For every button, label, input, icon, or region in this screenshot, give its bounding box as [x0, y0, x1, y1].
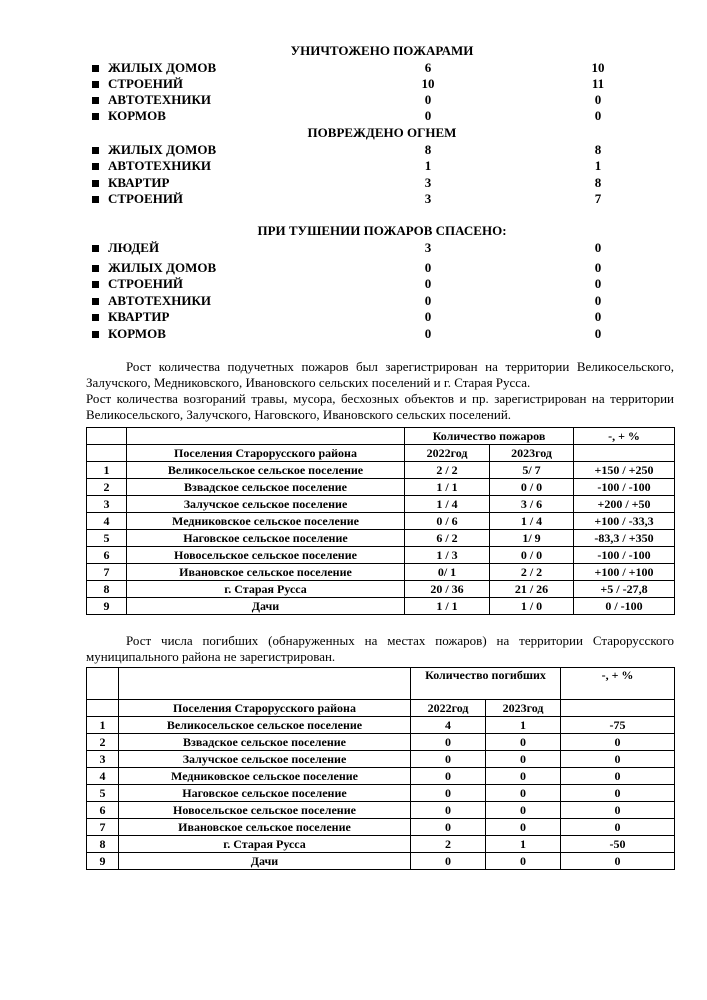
settlement-name: Великосельское сельское поселение: [127, 462, 405, 479]
table-row: [87, 819, 675, 836]
item-label: СТРОЕНИЙ: [108, 276, 184, 291]
value-2023: 0: [594, 260, 602, 275]
square-bullet-icon: [92, 331, 99, 338]
year-2022-header: 2022год: [411, 700, 486, 717]
value-2022: 0: [424, 92, 432, 107]
deaths-table: [86, 667, 675, 870]
change-value: 0: [561, 802, 675, 819]
value-2023: 1 / 0: [490, 598, 574, 615]
square-bullet-icon: [92, 147, 99, 154]
row-number: 7: [87, 564, 127, 581]
header-cell: [119, 668, 411, 700]
settlement-name: Дачи: [127, 598, 405, 615]
value-2023: 0: [594, 309, 602, 324]
item-label: АВТОТЕХНИКИ: [108, 158, 211, 173]
change-value: -100 / -100: [574, 479, 675, 496]
square-bullet-icon: [92, 314, 99, 321]
destroyed-heading: УНИЧТОЖЕНО ПОЖАРАМИ: [290, 43, 474, 58]
change-header: -, + %: [561, 668, 675, 700]
value-2022: 0: [411, 734, 486, 751]
value-2023: 2 / 2: [490, 564, 574, 581]
value-2022: 6: [424, 60, 432, 75]
value-2022: 6 / 2: [405, 530, 490, 547]
change-value: 0: [561, 819, 675, 836]
value-2023: 0: [486, 734, 561, 751]
settlement-name: г. Старая Русса: [127, 581, 405, 598]
deaths-paragraph: [86, 633, 674, 665]
value-2023: 1/ 9: [490, 530, 574, 547]
list-item: [0, 293, 707, 309]
item-label: ЖИЛЫХ ДОМОВ: [108, 260, 217, 275]
list-item: [0, 309, 707, 325]
value-2023: 0: [486, 785, 561, 802]
value-2023: 5/ 7: [490, 462, 574, 479]
settlement-name: Ивановское сельское поселение: [127, 564, 405, 581]
value-2023: 1 / 4: [490, 513, 574, 530]
value-2023: 1: [486, 717, 561, 734]
value-2022: 0: [411, 853, 486, 870]
value-2023: 8: [594, 175, 602, 190]
fires-table: [86, 427, 675, 615]
value-2022: 4: [411, 717, 486, 734]
square-bullet-icon: [92, 265, 99, 272]
value-2023: 0: [594, 276, 602, 291]
item-label: СТРОЕНИЙ: [108, 76, 184, 91]
value-2022: 0: [424, 293, 432, 308]
settlement-name: Залучское сельское поселение: [119, 751, 411, 768]
row-number: 5: [87, 530, 127, 547]
value-2023: 0: [486, 768, 561, 785]
value-2022: 8: [424, 142, 432, 157]
table-header-row: [87, 668, 675, 700]
value-2023: 0 / 0: [490, 479, 574, 496]
paragraph-text: Рост количества возгораний травы, мусора, бесхозных объектов и пр. зарегистрирован на территории Великосельского, Залучского, Наговского, Ивановского сельских поселений.: [86, 391, 674, 422]
settlement-name: Наговское сельское поселение: [127, 530, 405, 547]
value-2023: 0 / 0: [490, 547, 574, 564]
table-header-row: [87, 445, 675, 462]
header-cell: [87, 700, 119, 717]
value-2023: 0: [486, 751, 561, 768]
value-2022: 1 / 4: [405, 496, 490, 513]
fires-growth-paragraph: [86, 359, 674, 423]
square-bullet-icon: [92, 97, 99, 104]
value-2022: 0: [424, 276, 432, 291]
value-2023: 1: [594, 158, 602, 173]
item-label: КОРМОВ: [108, 326, 166, 341]
row-number: 4: [87, 513, 127, 530]
table-row: [87, 513, 675, 530]
item-label: ЖИЛЫХ ДОМОВ: [108, 60, 217, 75]
settlement-name: Новосельское сельское поселение: [127, 547, 405, 564]
settlement-name: Великосельское сельское поселение: [119, 717, 411, 734]
table-row: [87, 802, 675, 819]
change-header: -, + %: [574, 428, 675, 445]
value-2022: 0/ 1: [405, 564, 490, 581]
row-number: 4: [87, 768, 119, 785]
value-2023: 0: [594, 108, 602, 123]
value-2022: 1 / 1: [405, 598, 490, 615]
value-2023: 0: [486, 819, 561, 836]
count-header: Количество пожаров: [405, 428, 574, 445]
table-row: [87, 581, 675, 598]
value-2022: 1: [424, 158, 432, 173]
value-2023: 21 / 26: [490, 581, 574, 598]
header-cell: [127, 428, 405, 445]
saved-heading: ПРИ ТУШЕНИИ ПОЖАРОВ СПАСЕНО:: [257, 223, 507, 238]
list-item: [0, 326, 707, 342]
header-cell: [561, 700, 675, 717]
square-bullet-icon: [92, 245, 99, 252]
value-2023: 11: [591, 76, 605, 91]
change-value: +100 / -33,3: [574, 513, 675, 530]
value-2022: 0: [411, 802, 486, 819]
value-2023: 7: [594, 191, 602, 206]
list-item: [0, 92, 707, 108]
settlements-header: Поселения Старорусского района: [127, 445, 405, 462]
row-number: 9: [87, 598, 127, 615]
damaged-heading: ПОВРЕЖДЕНО ОГНЕМ: [307, 125, 457, 140]
row-number: 1: [87, 717, 119, 734]
square-bullet-icon: [92, 180, 99, 187]
year-2022-header: 2022год: [405, 445, 490, 462]
change-value: 0: [561, 785, 675, 802]
header-cell: [87, 445, 127, 462]
change-value: -83,3 / +350: [574, 530, 675, 547]
table-row: [87, 717, 675, 734]
value-2023: 0: [594, 293, 602, 308]
item-label: АВТОТЕХНИКИ: [108, 92, 211, 107]
value-2023: 0: [594, 326, 602, 341]
row-number: 9: [87, 853, 119, 870]
item-label: СТРОЕНИЙ: [108, 191, 184, 206]
row-number: 3: [87, 751, 119, 768]
settlement-name: Взвадское сельское поселение: [119, 734, 411, 751]
list-item: [0, 108, 707, 124]
item-label: КВАРТИР: [108, 175, 170, 190]
table-header-row: [87, 700, 675, 717]
table-row: [87, 547, 675, 564]
row-number: 2: [87, 479, 127, 496]
value-2022: 10: [421, 76, 435, 91]
list-item: [0, 158, 707, 174]
square-bullet-icon: [92, 113, 99, 120]
row-number: 2: [87, 734, 119, 751]
table-row: [87, 598, 675, 615]
value-2023: 0: [594, 240, 602, 255]
value-2022: 0: [424, 260, 432, 275]
value-2022: 0: [411, 785, 486, 802]
value-2022: 0 / 6: [405, 513, 490, 530]
list-item: [0, 76, 707, 92]
value-2023: 8: [594, 142, 602, 157]
item-label: ЛЮДЕЙ: [108, 240, 160, 255]
table-header-row: [87, 428, 675, 445]
value-2022: 0: [424, 309, 432, 324]
table-row: [87, 836, 675, 853]
item-label: КВАРТИР: [108, 309, 170, 324]
item-label: КОРМОВ: [108, 108, 166, 123]
change-value: +200 / +50: [574, 496, 675, 513]
settlement-name: г. Старая Русса: [119, 836, 411, 853]
value-2022: 0: [411, 751, 486, 768]
list-item: [0, 240, 707, 256]
change-value: 0: [561, 768, 675, 785]
value-2023: 0: [594, 92, 602, 107]
value-2023: 3 / 6: [490, 496, 574, 513]
table-row: [87, 768, 675, 785]
row-number: 6: [87, 547, 127, 564]
settlement-name: Взвадское сельское поселение: [127, 479, 405, 496]
settlements-header: Поселения Старорусского района: [119, 700, 411, 717]
change-value: 0: [561, 751, 675, 768]
value-2022: 2: [411, 836, 486, 853]
row-number: 3: [87, 496, 127, 513]
value-2022: 3: [424, 240, 432, 255]
table-row: [87, 530, 675, 547]
change-value: +150 / +250: [574, 462, 675, 479]
item-label: ЖИЛЫХ ДОМОВ: [108, 142, 217, 157]
change-value: +100 / +100: [574, 564, 675, 581]
table-row: [87, 853, 675, 870]
change-value: -100 / -100: [574, 547, 675, 564]
list-item: [0, 191, 707, 207]
value-2022: 0: [411, 819, 486, 836]
table-row: [87, 734, 675, 751]
row-number: 7: [87, 819, 119, 836]
row-number: 6: [87, 802, 119, 819]
year-2023-header: 2023год: [490, 445, 574, 462]
row-number: 5: [87, 785, 119, 802]
value-2023: 10: [591, 60, 605, 75]
square-bullet-icon: [92, 65, 99, 72]
count-header: Количество погибших: [411, 668, 561, 700]
paragraph-text: Рост количества подучетных пожаров был зарегистрирован на территории Великосельского, Залучского, Медниковского, Ивановского сельских поселений и г. Старая Русса.: [86, 359, 674, 390]
list-item: [0, 260, 707, 276]
value-2023: 1: [486, 836, 561, 853]
value-2022: 2 / 2: [405, 462, 490, 479]
change-value: 0 / -100: [574, 598, 675, 615]
settlement-name: Дачи: [119, 853, 411, 870]
list-item: [0, 142, 707, 158]
value-2023: 0: [486, 802, 561, 819]
square-bullet-icon: [92, 281, 99, 288]
table-row: [87, 564, 675, 581]
settlement-name: Ивановское сельское поселение: [119, 819, 411, 836]
change-value: -75: [561, 717, 675, 734]
square-bullet-icon: [92, 196, 99, 203]
header-cell: [574, 445, 675, 462]
change-value: 0: [561, 734, 675, 751]
list-item: [0, 175, 707, 191]
change-value: -50: [561, 836, 675, 853]
value-2023: 0: [486, 853, 561, 870]
value-2022: 1 / 3: [405, 547, 490, 564]
row-number: 8: [87, 836, 119, 853]
value-2022: 1 / 1: [405, 479, 490, 496]
header-cell: [87, 668, 119, 700]
settlement-name: Медниковское сельское поселение: [127, 513, 405, 530]
value-2022: 20 / 36: [405, 581, 490, 598]
value-2022: 0: [424, 108, 432, 123]
paragraph-text: Рост числа погибших (обнаруженных на местах пожаров) на территории Старорусского муниципального района не зарегистрирован.: [86, 633, 674, 664]
settlement-name: Залучское сельское поселение: [127, 496, 405, 513]
value-2022: 0: [411, 768, 486, 785]
value-2022: 0: [424, 326, 432, 341]
row-number: 1: [87, 462, 127, 479]
row-number: 8: [87, 581, 127, 598]
settlement-name: Новосельское сельское поселение: [119, 802, 411, 819]
table-row: [87, 462, 675, 479]
header-cell: [87, 428, 127, 445]
square-bullet-icon: [92, 81, 99, 88]
year-2023-header: 2023год: [486, 700, 561, 717]
square-bullet-icon: [92, 163, 99, 170]
value-2022: 3: [424, 175, 432, 190]
settlement-name: Медниковское сельское поселение: [119, 768, 411, 785]
square-bullet-icon: [92, 298, 99, 305]
table-row: [87, 479, 675, 496]
value-2022: 3: [424, 191, 432, 206]
item-label: АВТОТЕХНИКИ: [108, 293, 211, 308]
table-row: [87, 751, 675, 768]
table-row: [87, 785, 675, 802]
table-row: [87, 496, 675, 513]
settlement-name: Наговское сельское поселение: [119, 785, 411, 802]
change-value: 0: [561, 853, 675, 870]
list-item: [0, 60, 707, 76]
list-item: [0, 276, 707, 292]
change-value: +5 / -27,8: [574, 581, 675, 598]
